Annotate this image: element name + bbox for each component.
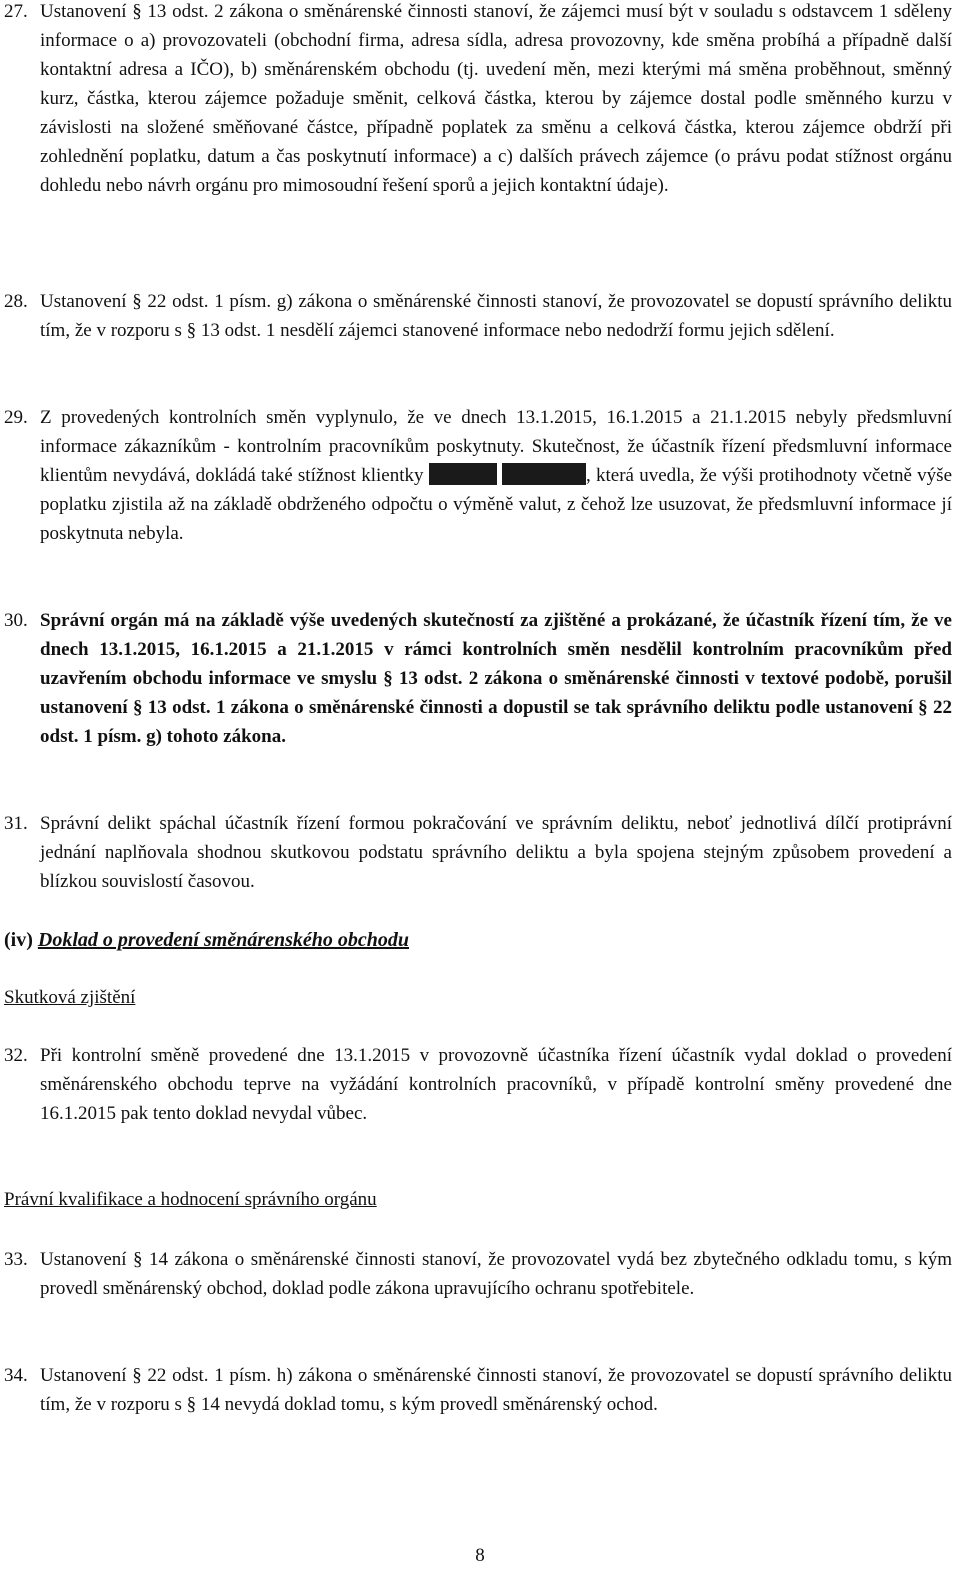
paragraph-number: 34. — [4, 1365, 28, 1386]
section-title: Doklad o provedení směnárenského obchodu — [37, 929, 410, 951]
page-number: 8 — [475, 1545, 485, 1566]
paragraph-number: 29. — [4, 407, 28, 428]
paragraph-number: 32. — [4, 1045, 28, 1066]
paragraph-32 — [4, 1041, 952, 1128]
paragraph-34 — [4, 1361, 952, 1419]
paragraph-text-a: Z provedených kontrolních směn vyplynulo, že ve dnech 13.1.2015, 16.1.2015 a 21.1.2015 nebyly předsmluvní informace zákazníkům - kontrolním pracovníkům poskytnuty. Skutečnost, že účastník řízení předsmluvní informace klientům nevydává, dokládá také stížnost klientky — [40, 407, 952, 486]
paragraph-number: 27. — [4, 1, 28, 22]
redaction-block — [502, 463, 586, 485]
subheading-facts: Skutková zjištění — [4, 987, 136, 1008]
section-label: (iv) — [4, 929, 33, 951]
paragraph-text: Ustanovení § 14 zákona o směnárenské činnosti stanoví, že provozovatel vydá bez zbytečného odkladu tomu, s kým provedl směnárenský obchod, doklad podle zákona upravujícího ochranu spotřebitele. — [40, 1249, 952, 1299]
subheading-legal: Právní kvalifikace a hodnocení správního orgánu — [4, 1189, 377, 1210]
paragraph-text: Ustanovení § 13 odst. 2 zákona o směnárenské činnosti stanoví, že zájemci musí být v souladu s odstavcem 1 sděleny informace o a) provozovateli (obchodní firma, adresa sídla, adresa provozovny, kde směna probíhá a případně další kontaktní adresa a IČO), b) směnárenském obchodu (tj. uvedení měn, mezi kterými má směna proběhnout, směnný kurz, částka, kterou zájemce požaduje směnit, celková částka, kterou by zájemce dostal podle směnného kurzu v závislosti na složené směňované částce, případně poplatek za směnu a celková částka, kterou zájemce obdrží při zohlednění poplatku, datum a čas poskytnutí informace) a c) dalších právech zájemce (o právu podat stížnost orgánu dohledu nebo návrh orgánu pro mimosoudní řešení sporů a jejich kontaktní údaje). — [40, 1, 952, 196]
paragraph-text: Při kontrolní směně provedené dne 13.1.2015 v provozovně účastníka řízení účastník vydal doklad o provedení směnárenského obchodu teprve na vyžádání kontrolních pracovníků, v případě kontrolní směny provedené dne 16.1.2015 pak tento doklad nevydal vůbec. — [40, 1045, 952, 1124]
paragraph-text: Ustanovení § 22 odst. 1 písm. h) zákona o směnárenské činnosti stanoví, že provozovatel se dopustí správního deliktu tím, že v rozporu s § 14 nevydá doklad tomu, s kým provedl směnárenský ochod. — [40, 1365, 952, 1415]
section-heading — [4, 926, 409, 954]
paragraph-27 — [4, 0, 952, 200]
paragraph-text-b: , která uvedla, že výši protihodnoty včetně výše poplatku zjistila až na základě obdrženého odpočtu o výměně valut, z čehož lze usuzovat, že předsmluvní informace jí poskytnuta nebyla. — [40, 465, 953, 544]
paragraph-number: 28. — [4, 291, 28, 312]
paragraph-33 — [4, 1245, 952, 1303]
paragraph-number: 33. — [4, 1249, 28, 1270]
paragraph-28 — [4, 287, 952, 345]
redaction-block — [429, 463, 497, 485]
paragraph-text: Správní delikt spáchal účastník řízení formou pokračování ve správním deliktu, neboť jednotlivá dílčí protiprávní jednání naplňovala shodnou skutkovou podstatu správního deliktu a byla spojena stejným způsobem provedení a blízkou souvislostí časovou. — [40, 813, 952, 892]
paragraph-30 — [4, 606, 952, 751]
paragraph-number: 30. — [4, 610, 28, 631]
paragraph-text: Ustanovení § 22 odst. 1 písm. g) zákona o směnárenské činnosti stanoví, že provozovatel se dopustí správního deliktu tím, že v rozporu s § 13 odst. 1 nesdělí zájemci stanovené informace nebo nedodrží formu jejich sdělení. — [40, 291, 952, 341]
paragraph-number: 31. — [4, 813, 28, 834]
paragraph-29 — [4, 403, 952, 548]
paragraph-31 — [4, 809, 952, 896]
paragraph-text: Správní orgán má na základě výše uvedených skutečností za zjištěné a prokázané, že účastník řízení tím, že ve dnech 13.1.2015, 16.1.2015 a 21.1.2015 v rámci kontrolních směn nesdělil kontrolním pracovníkům před uzavřením obchodu informace ve smyslu § 13 odst. 2 zákona o směnárenské činnosti v textové podobě, porušil ustanovení § 13 odst. 1 zákona o směnárenské činnosti a dopustil se tak správního deliktu podle ustanovení § 22 odst. 1 písm. g) tohoto zákona. — [40, 610, 952, 747]
